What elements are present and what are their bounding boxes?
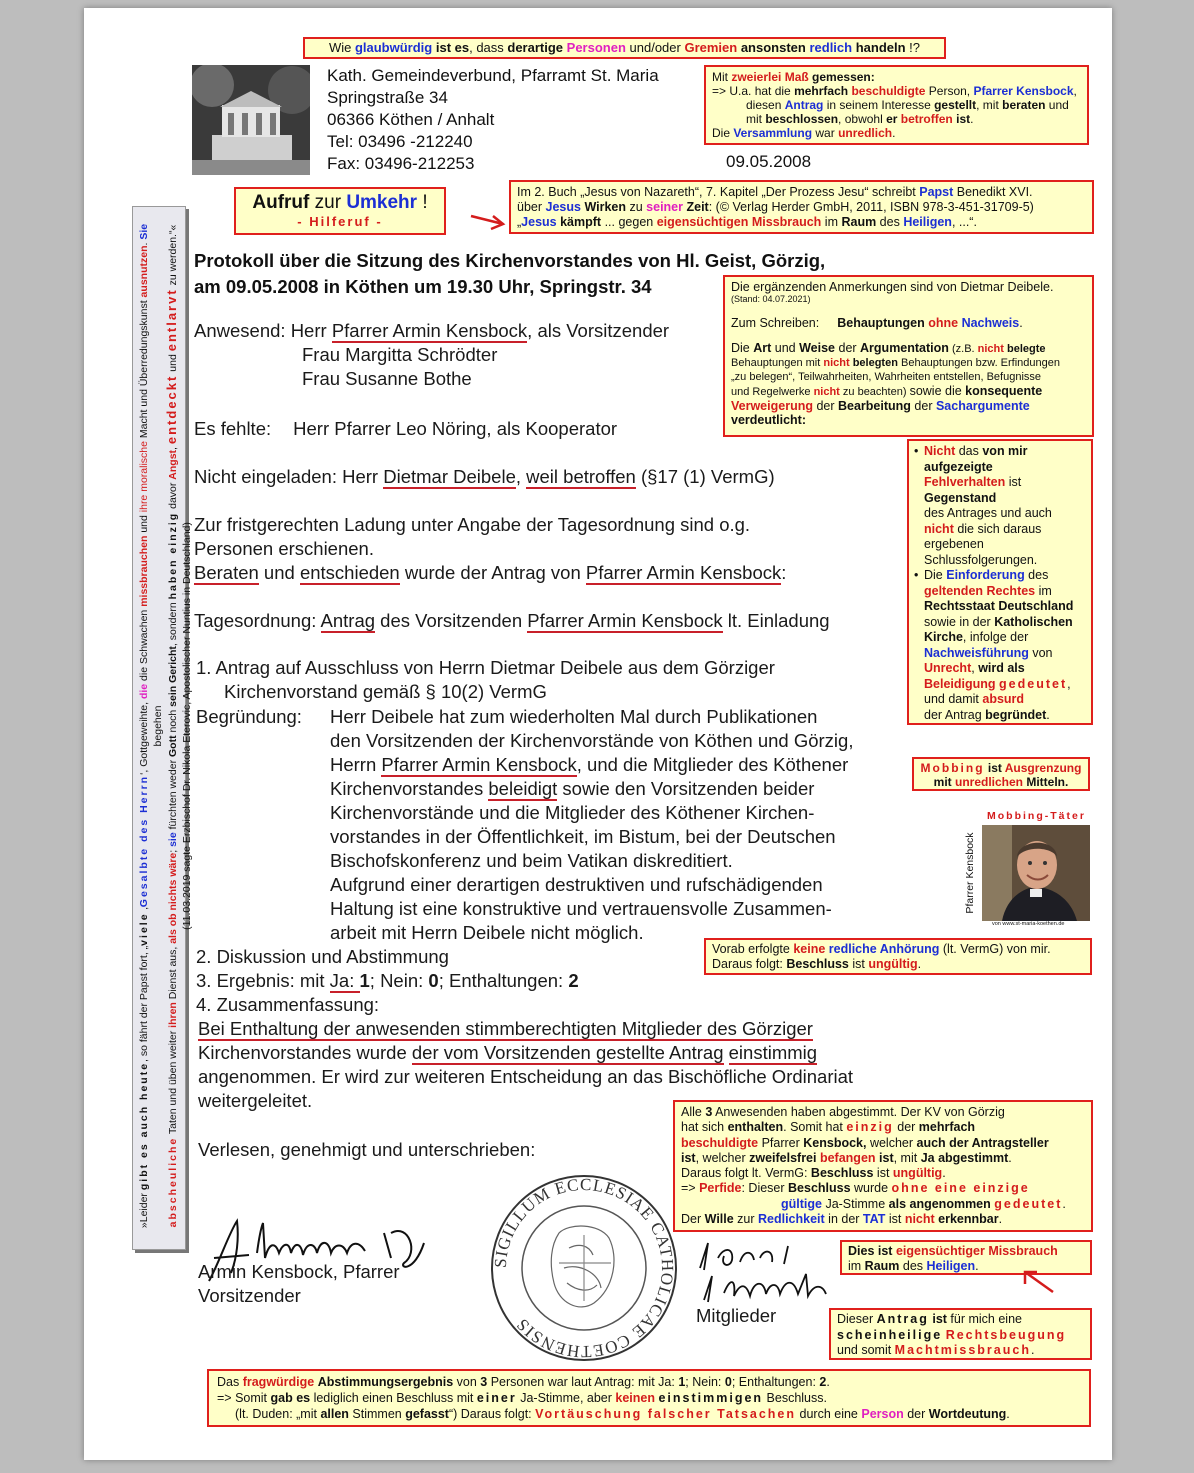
note-zweierlei-mass: Mit zweierlei Maß gemessen: => U.a. hat die mehrfach beschuldigte Person, Pfarrer Kensbock, diesen Antrag in seinem Interesse gestellt, mit beraten und mit beschlossen, obwohl er betroffen ist. Die Versammlung war unredlich. xyxy=(704,65,1089,145)
letterhead-street: Springstraße 34 xyxy=(327,88,448,107)
church-photo xyxy=(192,65,310,175)
side-quote-text: »Leider gibt es auch heute, so fährt der Papst fort, „viele ‚Gesalbte des Herrn‘, Gottgeweihte, die die Schwachen missbrauchen und ihre moralische Macht und Überredungskunst ausnutzen. Sie begehen abscheuliche Taten und üben weiter ihren Dienst aus, als ob nichts wäre; sie fürchten weder Gott noch sein Gericht, sondern haben einzig davor Angst, entdeckt und entlarvt zu werden.“« (11.03.2019 sagte Erzbischof Dr. Nikola Eterovic, Apostolischer Nuntius in Deutschland) xyxy=(138,223,193,1229)
begruendung-label: Begründung: xyxy=(196,706,302,727)
punkte-2-4: 2. Diskussion und Abstimmung 3. Ergebnis: mit Ja: 1; Nein: 0; Enthaltungen: 2 4. Zusammenfassung: xyxy=(196,946,579,1015)
note-deibele-anmerkungen: Die ergänzenden Anmerkungen sind von Dietmar Deibele. (Stand: 04.07.2021) Zum Schreiben: Behauptungen ohne Nachweis. Die Art und Weise der Argumentation (z.B. nicht belegte Behauptungen mit nicht belegten Behauptungen bzw. Erfindungen „zu belegen“, Teilwahrheiten, Wahrheiten entstellen, Befugnisse und Regelwerke nicht zu beachten) sowie die konsequente Verweigerung der Bearbeitung der Sachargumente verdeutlicht: xyxy=(723,275,1094,437)
note-antrag-rechtsbeugung: Dieser Antrag ist für mich eine scheinheilige Rechtsbeugung und somit Machtmissbrauch. xyxy=(829,1308,1092,1360)
letterhead-fax: Fax: 03496-212253 xyxy=(327,154,475,173)
anwesend-block: Anwesend: Herr Pfarrer Armin Kensbock, als Vorsitzender Frau Margitta Schrödter Frau Susanne Bothe xyxy=(194,320,670,389)
church-illustration xyxy=(192,65,310,175)
aufruf-box: Aufruf zur Umkehr ! - Hilferuf - xyxy=(234,187,446,235)
signature-mitglieder xyxy=(694,1238,854,1308)
signature-left-caption xyxy=(198,1260,400,1308)
signature-right-caption: Mitglieder xyxy=(696,1305,777,1326)
signer-role: Vorsitzender xyxy=(198,1285,301,1306)
nicht-eingeladen-line: Nicht eingeladen: Herr Dietmar Deibele, weil betroffen (§17 (1) VermG) xyxy=(194,466,775,487)
photo-credit: von www.st-maria-koethen.de xyxy=(992,921,1065,927)
fehlte-line: Es fehlte: Herr Pfarrer Leo Nöring, als Kooperator xyxy=(194,418,618,439)
begruendung-text: Herr Deibele hat zum wiederholten Mal durch Publikationen den Vorsitzenden der Kirchenvorstände von Köthen und Görzig, Herrn Pfarrer Armin Kensbock, und die Mitglieder des Köthener Kirchenvorstandes beleidigt sowie den Vorsitzenden beider Kirchenvorstände und die Mitglieder des Köthener Kirchen- vorstandes in der Öffentlichkeit, im Bistum, bei der Deutschen Bischofskonferenz und beim Vatikan diskreditiert. Aufgrund einer derartigen destruktiven und rufschädigenden Haltung ist eine konstruktive und vertrauensvolle Zusammen- arbeit mit Herrn Deibele nicht möglich. xyxy=(330,706,854,943)
letterhead-tel: Tel: 03496 -212240 xyxy=(327,132,473,151)
note-vorab: Vorab erfolgte keine redliche Anhörung (lt. VermG) von mir. Daraus folgt: Beschluss ist ungültig. xyxy=(704,938,1092,975)
letter-date: 09.05.2008 xyxy=(726,152,812,171)
punkt-1: 1. Antrag auf Ausschluss von Herrn Dietmar Deibele aus dem Görziger Kirchenvorstand gemäß § 10(2) VermG xyxy=(196,657,775,702)
photo-side-caption-box: Pfarrer Kensbock xyxy=(964,832,976,914)
document-page xyxy=(84,8,1112,1460)
signer-name: Armin Kensbock, Pfarrer xyxy=(198,1261,400,1282)
ladung-block: Zur fristgerechten Ladung unter Angabe der Tagesordnung sind o.g. Personen erschienen. Beraten und entschieden wurde der Antrag von Pfarrer Armin Kensbock: xyxy=(194,514,787,583)
verlesen-line: Verlesen, genehmigt und unterschrieben: xyxy=(198,1139,536,1160)
church-seal xyxy=(489,1173,679,1363)
note-mobbing: Mobbing ist Ausgrenzung mit unredlichen Mitteln. xyxy=(912,757,1090,791)
note-alle-anwesenden: Alle 3 Anwesenden haben abgestimmt. Der KV von Görzig hat sich enthalten. Somit hat einzig der mehrfach beschuldigte Pfarrer Kensbock, welcher auch der Antragsteller ist, welcher zweifelsfrei befangen ist, mit Ja abgestimmt. Daraus folgt lt. VermG: Beschluss ist ungültig. => Perfide: Dieser Beschluss wurde ohne eine einzige gültige Ja-Stimme als angenommen gedeutet. Der Wille zur Redlichkeit in der TAT ist nicht erkennbar. xyxy=(673,1100,1093,1232)
photo-caption-top: Mobbing-Täter xyxy=(987,810,1086,822)
letterhead xyxy=(327,65,659,175)
tagesordnung-line: Tagesordnung: Antrag des Vorsitzenden Pfarrer Armin Kensbock lt. Einladung xyxy=(194,610,830,631)
letterhead-city: 06366 Köthen / Anhalt xyxy=(327,110,495,129)
title-line-1: Protokoll über die Sitzung des Kirchenvorstandes von Hl. Geist, Görzig, xyxy=(194,250,826,271)
note-nicht-gegenstand: • Nicht das von mir aufgezeigte Fehlverhalten ist Gegenstand des Antrages und auch nicht die sich daraus ergebenen Schlussfolgerungen. • Die Einforderung des geltenden Rechtes im Rechtsstaat Deutschland sowie in der Katholischen Kirche, infolge der Nachweisführung von Unrecht, wird als Beleidigung gedeutet, und damit absurd der Antrag begründet. xyxy=(907,439,1093,725)
photo-kensbock xyxy=(982,825,1090,921)
seal-text: SIGILLUM ECCLESIAE CATHOLICAE COETHENSIS xyxy=(490,1174,678,1362)
note-abstimmungsergebnis: Das fragwürdige Abstimmungsergebnis von 3 Personen war laut Antrag: mit Ja: 1; Nein: 0; Enthaltungen: 2. => Somit gab es lediglich einen Beschluss mit einer Ja-Stimme, aber keinen einstimmigen Beschluss. (lt. Duden: „mit allen Stimmen gefasst“) Daraus folgt: Vortäuschung falscher Tatsachen durch eine Person der Wortdeutung. xyxy=(207,1369,1091,1427)
arrow-right-icon xyxy=(469,210,509,230)
letterhead-org: Kath. Gemeindeverbund, Pfarramt St. Maria xyxy=(327,66,659,85)
arrow-up-left-icon xyxy=(1019,1266,1059,1296)
title-line-2: am 09.05.2008 in Köthen um 19.30 Uhr, Springstr. 34 xyxy=(194,276,652,297)
top-banner-note: Wie glaubwürdig ist es, dass derartige Personen und/oder Gremien ansonsten redlich handeln !? xyxy=(303,37,946,59)
note-missbrauch: Dies ist eigensüchtiger Missbrauch im Raum des Heiligen. xyxy=(840,1240,1092,1275)
portrait-illustration xyxy=(982,825,1090,921)
anwesend-label: Anwesend: xyxy=(194,320,286,341)
zusammenfassung-text: Bei Enthaltung der anwesenden stimmberechtigten Mitglieder des Görziger Kirchenvorstandes wurde der vom Vorsitzenden gestellte Antrag einstimmig angenommen. Er wird zur weiteren Entscheidung an das Bischöfliche Ordinariat weitergeleitet. xyxy=(198,1018,854,1111)
note-papst-zitat: Im 2. Buch „Jesus von Nazareth“, 7. Kapitel „Der Prozess Jesu“ schreibt Papst Benedikt XVI. über Jesus Wirken zu seiner Zeit: (© Verlag Herder GmbH, 2011, ISBN 978-3-451-31709-5) „Jesus kämpft ... gegen eigensüchtigen Missbrauch im Raum des Heiligen, ...“. xyxy=(509,180,1094,234)
side-quote-box xyxy=(132,206,193,1250)
